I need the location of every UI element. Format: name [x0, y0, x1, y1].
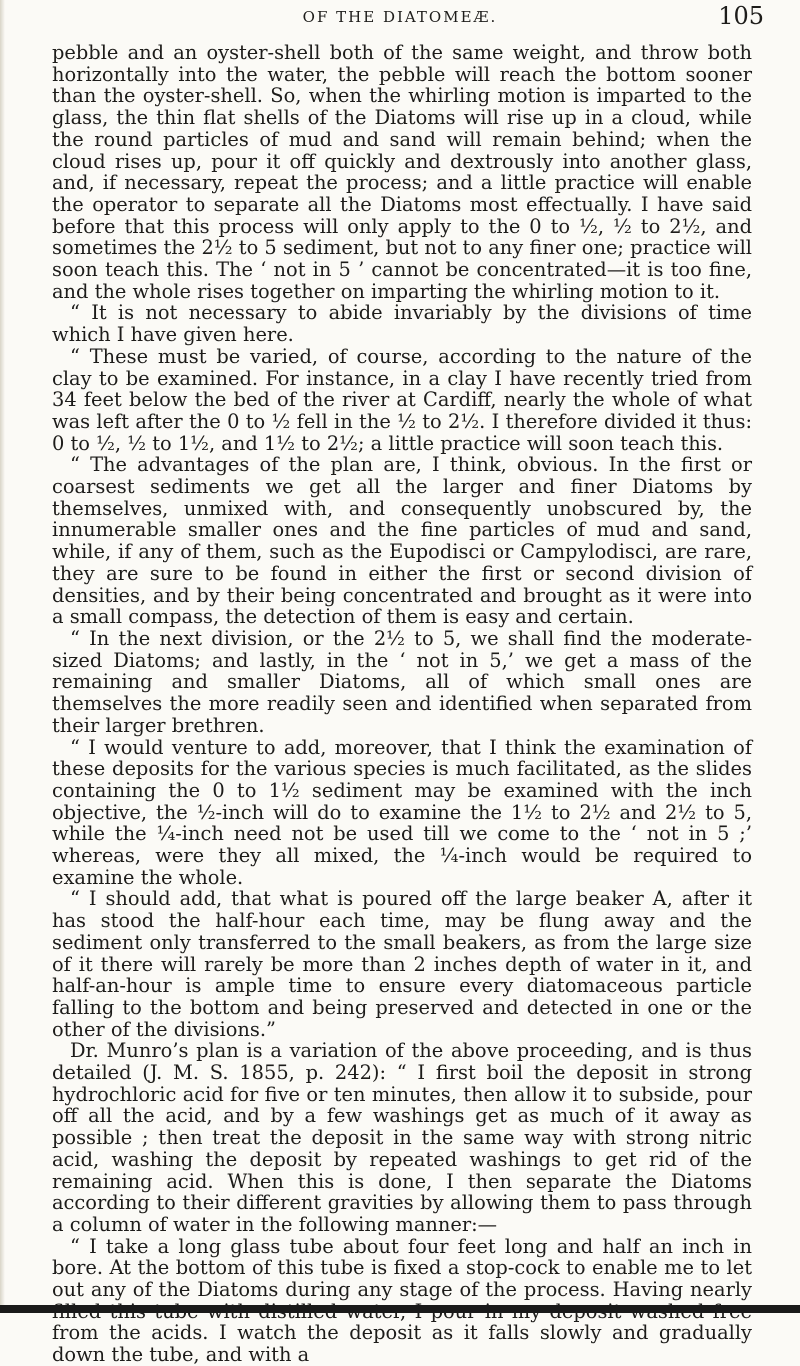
running-title: OF THE DIATOMEÆ.: [302, 8, 498, 26]
paragraph: “ The advantages of the plan are, I think, obvious. In the first or coarsest sediments we get all the larger and finer Diatoms by themselves, unmixed with, and consequently unobscured by, the innumerable smaller ones and the fine particles of mud and sand, while, if any of them, such as the Eupodisci or Campylodisci, are rare, they are sure to be found in either the first or second division of densities, and by their being concentrated and brought as it were into a small compass, the detection of them is easy and certain.: [52, 453, 752, 629]
paragraph: “ I should add, that what is poured off the large beaker A, after it has stood the half-hour each time, may be flung away and the sediment only transferred to the small beakers, as from the large size of it there will rarely be more than 2 inches depth of water in it, and half-an-hour is ample time to ensure every diatomaceous particle falling to the bottom and being preserved and detected in one or the other of the divisions.”: [52, 887, 752, 1041]
binding-edge: [0, 0, 5, 1313]
body-text: [52, 42, 752, 1366]
page-bottom-edge: [0, 1305, 800, 1313]
paragraph: “ I take a long glass tube about four feet long and half an inch in bore. At the bottom of this tube is fixed a stop-cock to enable me to let out any of the Diatoms during any stage of the process. Having nearly from the acids. I watch the deposit as it falls slowly and gradually down the tube, and with a: [52, 1234, 752, 1366]
paragraph: “ These must be varied, of course, according to the nature of the clay to be examined. For instance, in a clay I have recently tried from 34 feet below the bed of the river at Cardiff, nearly the whole of what was left after the 0 to ½ fell in the ½ to 2½. I therefore divided it thus: 0 to ½, ½ to 1½, and 1½ to 2½; a little practice will soon teach this.: [52, 344, 752, 455]
paragraph: Dr. Munro’s plan is a variation of the above proceeding, and is thus detailed (J. M. S. 1855, p. 242): “ I first boil the deposit in strong hydrochloric acid for five or ten minutes, then allow it to subside, pour off all the acid, and by a few washings get as much of it away as possible ; then treat the deposit in the same way with strong nitric acid, washing the deposit by repeated washings to get rid of the remaining acid. When this is done, I then separate the Diatoms according to their different gravities by allowing them to pass through a column of water in the following manner:—: [52, 1039, 752, 1236]
paragraph: “ I would venture to add, moreover, that I think the examination of these deposits for the various species is much facilitated, as the slides containing the 0 to 1½ sediment may be examined with the inch objective, the ½-inch will do to examine the 1½ to 2½ and 2½ to 5, while the ¼-inch need not be used till we come to the ‘ not in 5 ;’ whereas, were they all mixed, the ¼-inch would be required to examine the whole.: [52, 735, 752, 889]
paragraph: pebble and an oyster-shell both of the same weight, and throw both horizontally into the water, the pebble will reach the bottom sooner than the oyster-shell. So, when the whirling motion is imparted to the glass, the thin flat shells of the Diatoms will rise up in a cloud, while the round particles of mud and sand will remain behind; when the cloud rises up, pour it off quickly and dextrously into another glass, and, if necessary, repeat the process; and a little practice will enable the operator to separate all the Diatoms most effectually. I have said before that this process will only apply to the 0 to ½, ½ to 2½, and sometimes the 2½ to 5 sediment, but not to any finer one; practice will soon teach this. The ‘ not in 5 ’ cannot be concentrated—it is too fine, and the whole rises together on imparting the whirling motion to it.: [52, 41, 752, 303]
page-number: 105: [718, 2, 764, 30]
paragraph: “ In the next division, or the 2½ to 5, we shall find the moderate-sized Diatoms; and lastly, in the ‘ not in 5,’ we get a mass of the remaining and smaller Diatoms, all of which small ones are themselves the more readily seen and identified when separated from their larger brethren.: [52, 626, 752, 737]
paragraph: “ It is not necessary to abide invariably by the divisions of time which I have given here.: [52, 301, 752, 347]
